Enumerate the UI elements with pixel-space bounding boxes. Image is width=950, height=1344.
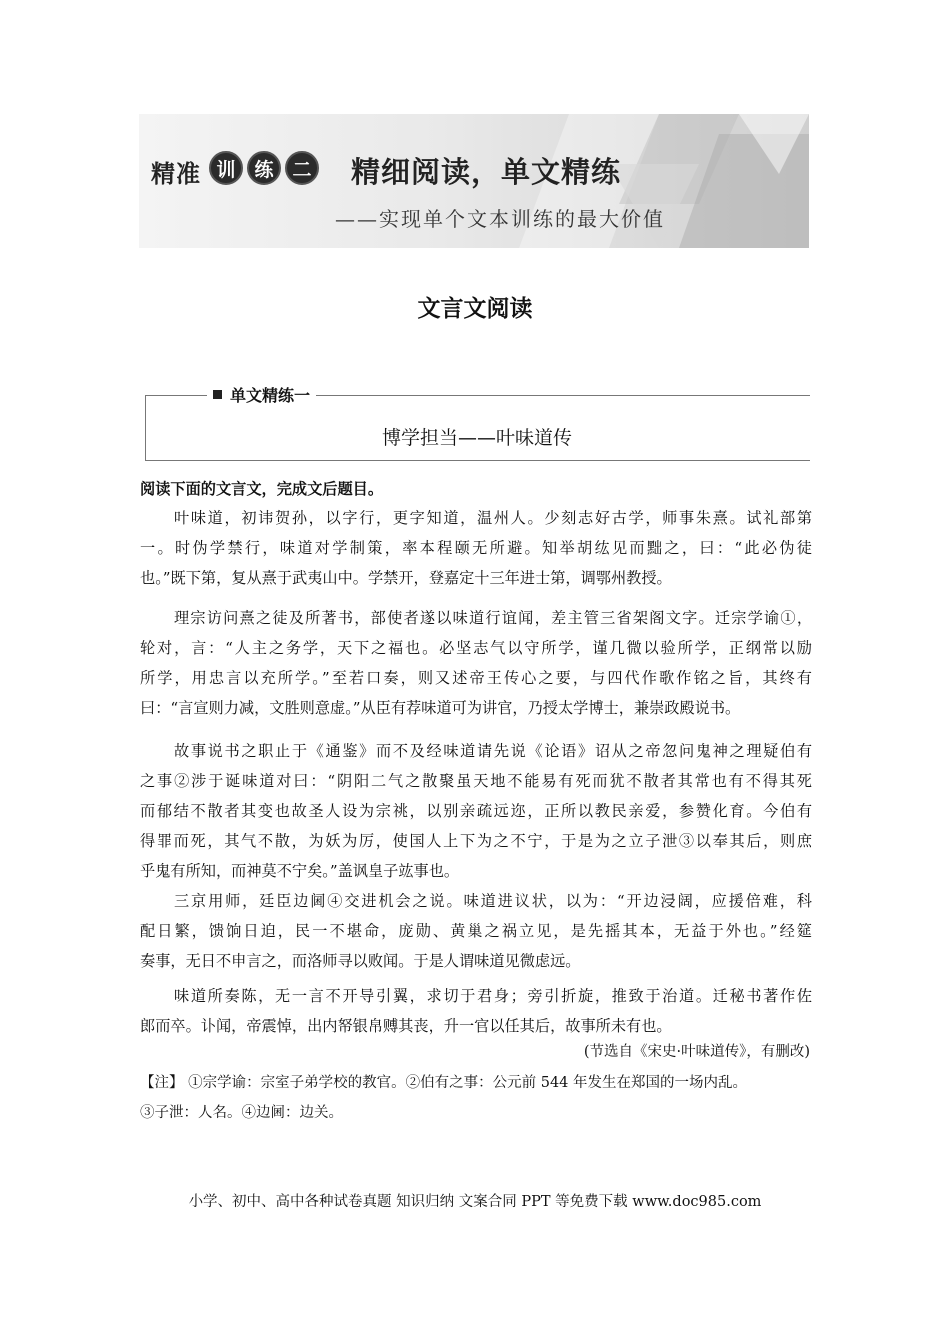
paragraph-5 bbox=[140, 981, 812, 1041]
text-line: 而郁结不散者其变也故圣人设为宗祧，以别亲疏远迩，正所以教民亲爱，参赞化育。今伯有 bbox=[140, 802, 812, 820]
text-line: 理宗访问熹之徒及所著书，部使者遂以味道行谊闻，差主管三省架阁文字。迁宗学谕①， bbox=[174, 609, 812, 627]
instruction-text: 阅读下面的文言文，完成文后题目。 bbox=[140, 480, 383, 498]
text-line: 所学，用忠言以充所学。”至若口奏，则又述帝王传心之要，与四代作歌作铭之旨，其终有 bbox=[140, 669, 812, 687]
text-line: 奏事，无日不申言之，而洛师寻以败闻。于是人谓味道见微虑远。 bbox=[140, 952, 581, 970]
text-line: 故事说书之职止于《通鉴》而不及经味道请先说《论语》诏从之帝忽问鬼神之理疑伯有 bbox=[174, 742, 812, 760]
note-line: 【注】 ①宗学谕：宗室子弟学校的教官。②伯有之事：公元前 544 年发生在郑国的一场内乱。 bbox=[140, 1075, 747, 1091]
square-bullet-icon bbox=[213, 390, 222, 399]
source-citation: (节选自《宋史·叶味道传》，有删改) bbox=[583, 1044, 810, 1060]
paragraph-1 bbox=[140, 503, 812, 593]
header-banner bbox=[139, 114, 809, 248]
paragraph-3 bbox=[140, 736, 812, 886]
section-label-text: 单文精练一 bbox=[230, 386, 311, 405]
text-line: 曰：“言宣则力减，文胜则意虚。”从臣有荐味道可为讲官，乃授太学博士，兼崇政殿说书。 bbox=[140, 699, 741, 717]
page-footer: 小学、初中、高中各种试卷真题 知识归纳 文案合同 PPT 等免费下载 www.doc985.com bbox=[188, 1194, 762, 1210]
banner-circle-3: 二 bbox=[285, 151, 319, 185]
text-line: 郎而卒。讣闻，帝震悼，出内帑银帛赙其丧，升一官以任其后，故事所未有也。 bbox=[140, 1017, 672, 1035]
note-line: ③子泄：人名。④边阃：边关。 bbox=[140, 1105, 343, 1121]
paragraph-4 bbox=[140, 886, 812, 976]
banner-subtitle: ——实现单个文本训练的最大价值 bbox=[335, 207, 665, 231]
text-line: 乎鬼有所知，而神莫不宁矣。”盖讽皇子竑事也。 bbox=[140, 862, 460, 880]
banner-circle-1: 训 bbox=[209, 151, 243, 185]
section-title: 博学担当——叶味道传 bbox=[381, 427, 572, 449]
banner-circle-2: 练 bbox=[247, 151, 281, 185]
text-line: 得罪而死，其气不散，为妖为厉，使国人上下为之不宁，于是为之立子泄③以奉其后，则庶 bbox=[140, 832, 812, 850]
text-line: 一。时伪学禁行，味道对学制策，率本程颐无所避。知举胡纮见而黜之，曰：“此必伪徒 bbox=[140, 539, 812, 557]
text-line: 叶味道，初讳贺孙，以字行，更字知道，温州人。少刻志好古学，师事朱熹。试礼部第 bbox=[174, 509, 812, 527]
paragraph-2 bbox=[140, 603, 812, 723]
document-title: 文言文阅读 bbox=[417, 296, 533, 322]
text-line: 味道所奏陈，无一言不开导引翼，求切于君身；旁引折旋，推致于治道。迁秘书著作佐 bbox=[174, 987, 812, 1005]
text-line: 轮对，言：“人主之务学，天下之福也。必坚志气以守所学，谨几微以验所学，正纲常以励 bbox=[140, 639, 812, 657]
text-line: 也。”既下第，复从熹于武夷山中。学禁开，登嘉定十三年进士第，调鄂州教授。 bbox=[140, 569, 672, 587]
section-label bbox=[207, 383, 316, 406]
text-line: 三京用师，廷臣边阃④交进机会之说。味道进议状，以为：“开边浸阔，应援倍难，科 bbox=[174, 892, 812, 910]
text-line: 之事②涉于诞味道对曰：“阴阳二气之散聚虽天地不能易有死而犹不散者其常也有不得其死 bbox=[140, 772, 812, 790]
annotations bbox=[140, 1068, 812, 1128]
banner-left-label: 精准 bbox=[151, 160, 201, 188]
banner-title: 精细阅读，单文精练 bbox=[351, 155, 622, 189]
text-line: 配日繁，馈饷日迫，民一不堪命，庞勋、黄巢之祸立见，是先摇其本，无益于外也。”经筵 bbox=[140, 922, 812, 940]
